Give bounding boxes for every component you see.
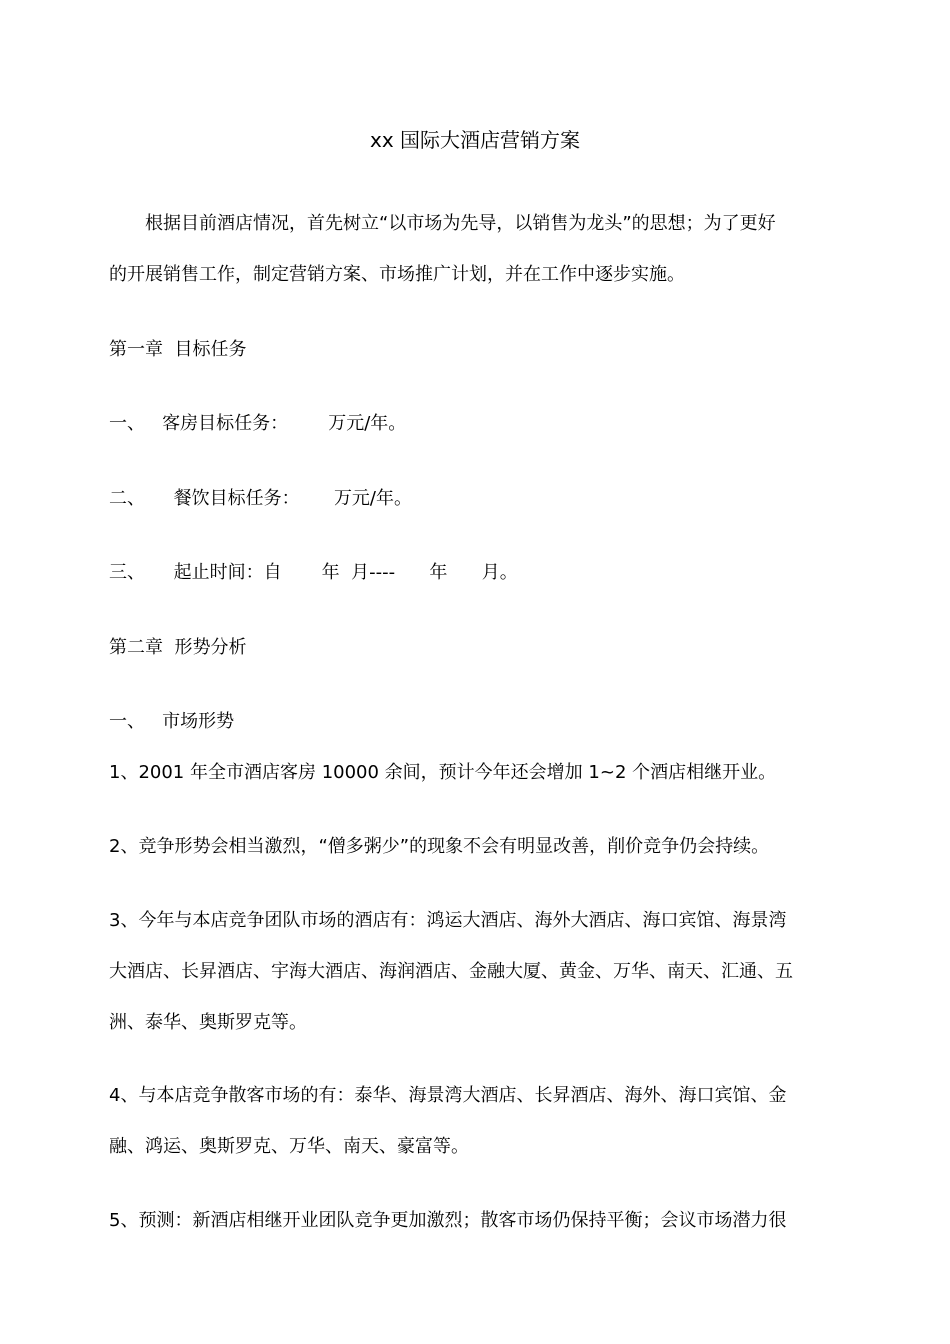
list-item: 2、竞争形势会相当激烈，“僧多粥少”的现象不会有明显改善，削价竞争仍会持续。 [109,836,770,857]
chapter-heading: 第二章 形势分析 [109,637,247,658]
list-item-continuation: 大酒店、长昇酒店、宇海大酒店、海润酒店、金融大厦、黄金、万华、南天、汇通、五 [109,961,793,982]
chapter-heading: 第一章 目标任务 [109,339,247,360]
section-heading: 一、 市场形势 [109,711,235,732]
paragraph-line: 根据目前酒店情况，首先树立“以市场为先导，以销售为龙头”的思想；为了更好 [109,213,776,234]
list-item: 1、2001 年全市酒店客房 10000 余间，预计今年还会增加 1~2 个酒店相继开业。 [109,762,777,783]
paragraph-line: 的开展销售工作，制定营销方案、市场推广计划，并在工作中逐步实施。 [109,264,685,285]
list-item: 5、预测：新酒店相继开业团队竞争更加激烈；散客市场仍保持平衡；会议市场潜力很 [109,1210,787,1231]
list-item: 4、与本店竞争散客市场的有：泰华、海景湾大酒店、长昇酒店、海外、海口宾馆、金 [109,1085,787,1106]
list-item-continuation: 洲、泰华、奥斯罗克等。 [109,1012,307,1033]
list-item-continuation: 融、鸿运、奥斯罗克、万华、南天、豪富等。 [109,1136,469,1157]
list-item: 一、 客房目标任务： 万元/年。 [109,413,407,434]
list-item: 三、 起止时间：自 年 月---- 年 月。 [109,562,518,583]
list-item: 3、今年与本店竞争团队市场的酒店有：鸿运大酒店、海外大酒店、海口宾馆、海景湾 [109,910,787,931]
document-title: xx 国际大酒店营销方案 [369,128,581,152]
list-item: 二、 餐饮目标任务： 万元/年。 [109,488,413,509]
